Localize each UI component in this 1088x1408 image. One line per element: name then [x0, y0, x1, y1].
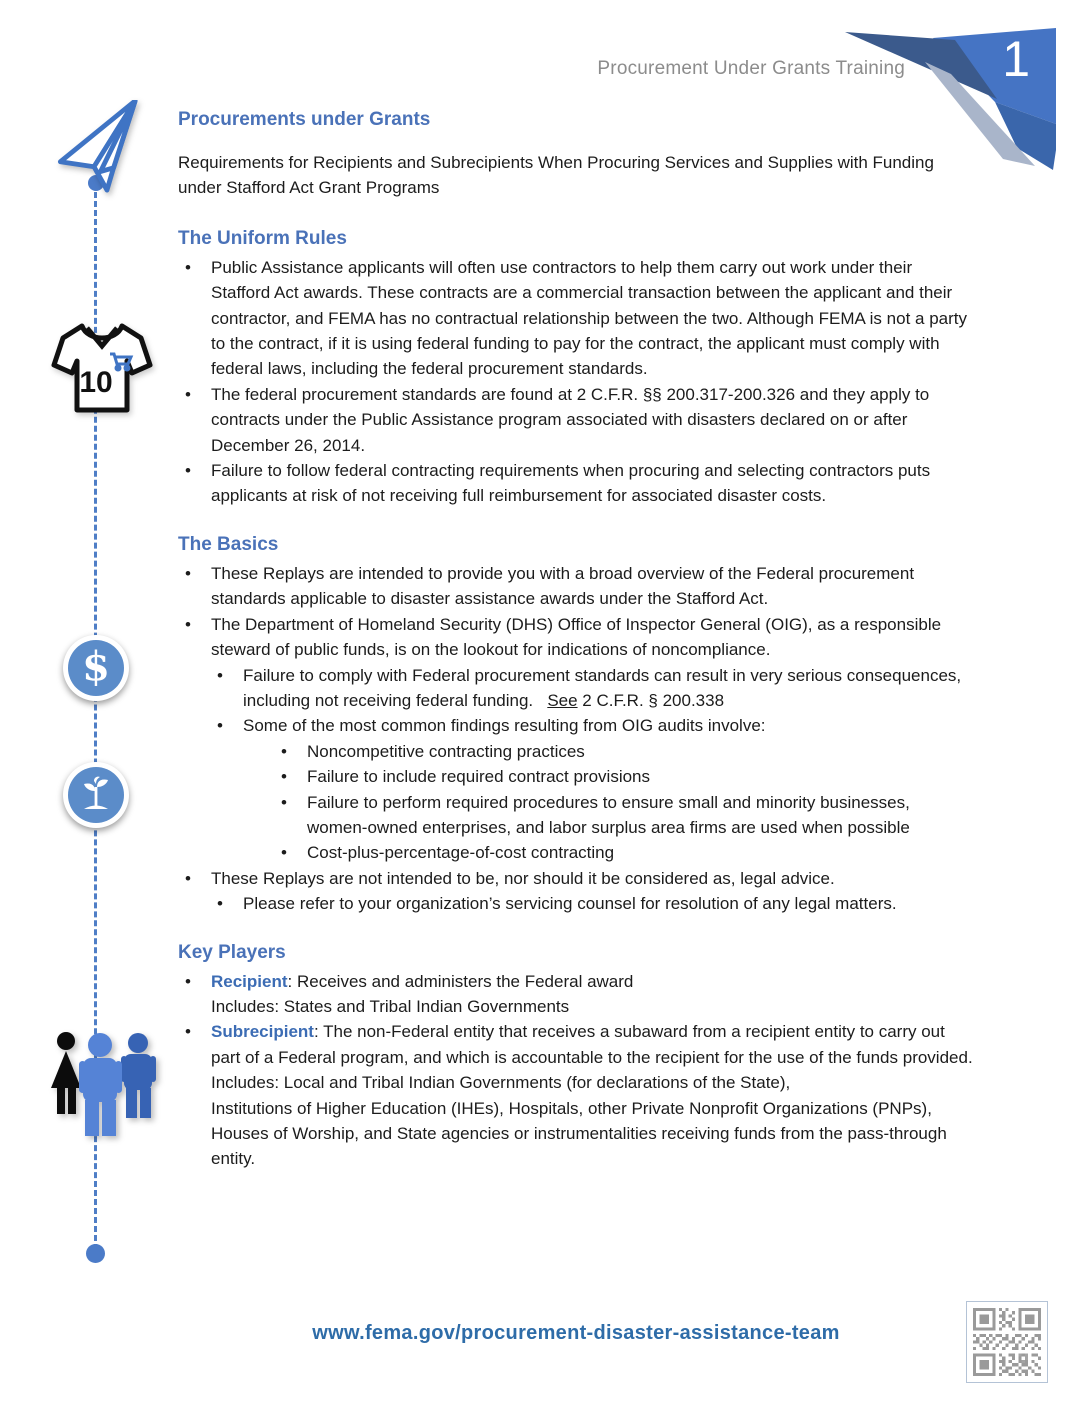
- bullet-item: • Failure to follow federal contracting requirements when procuring and selecting contractors puts applicants at risk of not receiving full reimbursement for associated disaster costs.: [178, 458, 974, 509]
- bullet-item: • These Replays are not intended to be, nor should it be considered as, legal advice.: [178, 866, 974, 891]
- section-basics: [178, 533, 974, 917]
- doc-title: Procurements under Grants: [178, 109, 431, 130]
- bullet-item: • The federal procurement standards are found at 2 C.F.R. §§ 200.317-200.326 and they apply to contracts under the Public Assistance program associated with disasters declared on or after December 26, 2014.: [178, 382, 974, 458]
- section-heading-uniform-rules: The Uniform Rules: [178, 227, 347, 249]
- bullet-item-recipient: [178, 969, 974, 1020]
- bullet-item: • These Replays are intended to provide you with a broad overview of the Federal procurement standards applicable to disaster assistance awards under the Stafford Act.: [178, 561, 974, 612]
- section-heading-key-players: Key Players: [178, 941, 286, 963]
- bullet-text: Failure to comply with Federal procurement standards can result in very serious consequences, including not receiving federal funding.: [243, 665, 962, 710]
- timeline-dot-bottom: [86, 1244, 105, 1263]
- page-number: 1: [1002, 31, 1030, 87]
- bullet-item: • The Department of Homeland Security (DHS) Office of Inspector General (OIG), as a responsible steward of public funds, is on the lookout for indications of noncompliance.: [178, 612, 974, 663]
- bullet-item: • Failure to include required contract provisions: [178, 764, 974, 789]
- bullet-item: [178, 663, 974, 714]
- doc-subtitle: Requirements for Recipients and Subrecipients When Procuring Services and Supplies with Funding under Stafford Act Grant Programs: [178, 153, 934, 198]
- subrecipient-term: Subrecipient: [211, 1022, 314, 1042]
- section-key-players: [178, 941, 974, 1172]
- section-heading-basics: The Basics: [178, 533, 279, 555]
- header-title: Procurement Under Grants Training: [597, 58, 905, 79]
- paper-plane-icon: [55, 100, 151, 196]
- recipient-term: Recipient: [211, 971, 288, 991]
- bullet-item: • Public Assistance applicants will often use contractors to help them carry out work under their Stafford Act awards. These contracts are a commercial transaction between the applicant and their contractor, and FEMA has no contractual relationship between the two. Although FEMA is not a party to the contract, if it is using federal funding to pay for the contract, the applicant must comply with federal laws, including the federal procurement standards.: [178, 255, 974, 382]
- bullet-item: • Cost-plus-percentage-of-cost contracting: [178, 840, 974, 865]
- subrecipient-includes: Institutions of Higher Education (IHEs), Hospitals, other Private Nonprofit Organizations (PNPs), Houses of Worship, and State agencies or instrumentalities receiving funds from the pass-through entity.: [211, 1098, 947, 1169]
- dollar-icon: $: [63, 635, 129, 701]
- svg-text:10: 10: [79, 366, 113, 399]
- recipient-text: : Receives and administers the Federal award: [287, 971, 634, 991]
- jersey-icon: [50, 318, 154, 418]
- subrecipient-text: : The non-Federal entity that receives a subaward from a recipient entity to carry out part of a Federal program, and which is accountable to the recipient for the use of the funds provided.: [211, 1022, 973, 1067]
- bullet-item: • Failure to perform required procedures to ensure small and minority businesses, women-owned enterprises, and labor surplus area firms are used when possible: [178, 790, 974, 841]
- bullet-text: 2 C.F.R. § 200.338: [577, 690, 725, 710]
- bullet-item-subrecipient: [178, 1019, 974, 1171]
- bullet-item: • Some of the most common findings resulting from OIG audits involve:: [178, 713, 974, 738]
- see-reference: See: [547, 690, 578, 710]
- people-icon: [36, 1028, 168, 1140]
- footer-url-link[interactable]: www.fema.gov/procurement-disaster-assistance-team: [312, 1322, 840, 1344]
- document-body: [178, 108, 974, 1196]
- section-uniform-rules: [178, 227, 974, 509]
- plant-icon: [63, 762, 129, 828]
- recipient-includes: Includes: States and Tribal Indian Governments: [211, 996, 570, 1016]
- subrecipient-includes: Includes: Local and Tribal Indian Governments (for declarations of the State),: [211, 1073, 791, 1093]
- bullet-item: • Please refer to your organization’s servicing counsel for resolution of any legal matters.: [178, 891, 974, 916]
- bullet-item: • Noncompetitive contracting practices: [178, 739, 974, 764]
- qr-code-icon: [966, 1301, 1048, 1383]
